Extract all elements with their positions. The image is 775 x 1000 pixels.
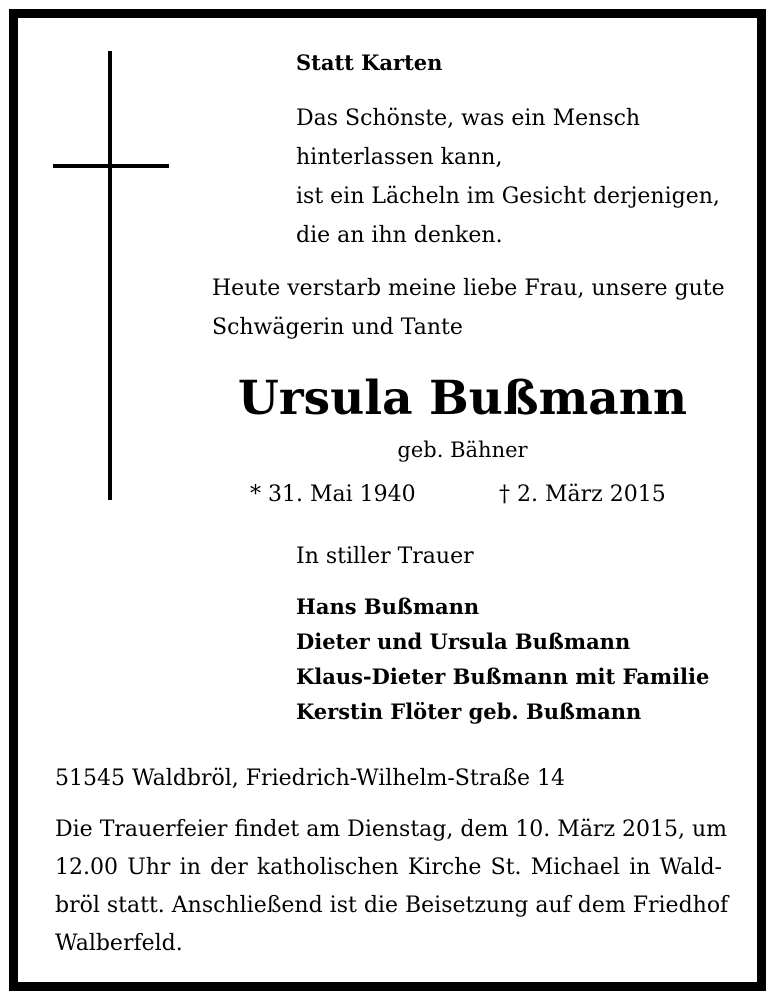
- funeral-line: 12.00 Uhr in der katholischen Kirche St. Michael in Wald-: [55, 855, 722, 880]
- poem-line: hinterlassen kann,: [296, 145, 503, 170]
- poem: [296, 99, 720, 255]
- birth-date: * 31. Mai 1940: [250, 482, 416, 507]
- address: 51545 Waldbröl, Friedrich-Wilhelm-Straße 14: [55, 766, 566, 791]
- mourning-label: In stiller Trauer: [296, 544, 474, 569]
- deceased-maiden-name: geb. Bähner: [397, 438, 528, 462]
- mourner-name: Dieter und Ursula Bußmann: [296, 629, 631, 654]
- death-date: † 2. März 2015: [499, 482, 666, 507]
- mourner-name: Hans Bußmann: [296, 594, 480, 619]
- header-text: Statt Karten: [296, 50, 443, 75]
- funeral-notice: [55, 811, 729, 963]
- mourners-list: [296, 589, 709, 729]
- poem-line: ist ein Lächeln im Gesicht derjenigen,: [296, 184, 720, 209]
- poem-line: die an ihn denken.: [296, 223, 503, 248]
- funeral-line: Walberfeld.: [55, 931, 183, 956]
- intro-line: Heute verstarb meine liebe Frau, unsere gute: [212, 276, 725, 301]
- poem-line: Das Schönste, was ein Mensch: [296, 106, 641, 131]
- deceased-name: Ursula Bußmann: [237, 371, 688, 426]
- mourner-name: Klaus-Dieter Bußmann mit Familie: [296, 664, 710, 689]
- funeral-line: bröl statt. Anschließend ist die Beisetzung auf dem Friedhof: [55, 893, 729, 918]
- mourner-name: Kerstin Flöter geb. Bußmann: [296, 699, 642, 724]
- funeral-line: Die Trauerfeier findet am Dienstag, dem 10. März 2015, um: [55, 817, 728, 842]
- intro-line: Schwägerin und Tante: [212, 315, 463, 340]
- cross-horizontal-bar: [53, 164, 169, 168]
- intro-text: [212, 269, 725, 347]
